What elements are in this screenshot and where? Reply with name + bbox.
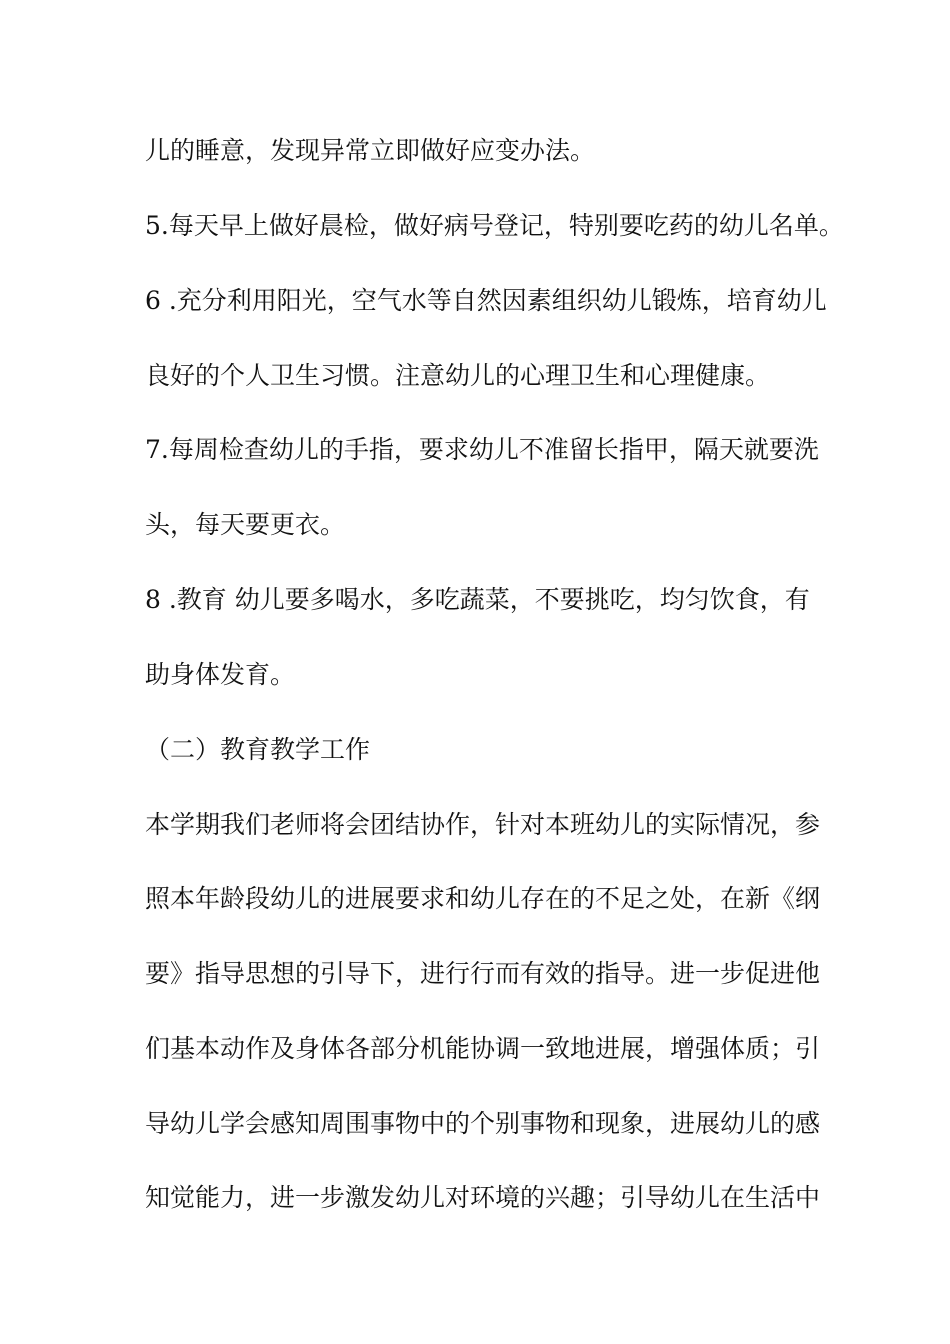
paragraph-line: 知觉能力，进一步激发幼儿对环境的兴趣；引导幼儿在生活中: [145, 1183, 821, 1212]
section-heading: （二）教育教学工作: [145, 735, 371, 764]
paragraph-line: 要》指导思想的引导下，进行行而有效的指导。进一步促进他: [145, 959, 821, 988]
paragraph-line: 5.每天早上做好晨检，做好病号登记，特别要吃药的幼儿名单。: [145, 211, 844, 240]
paragraph-line: 导幼儿学会感知周围事物中的个别事物和现象，进展幼儿的感: [145, 1109, 821, 1138]
paragraph-line: 良好的个人卫生习惯。注意幼儿的心理卫生和心理健康。: [145, 361, 771, 390]
paragraph-line: 6 .充分利用阳光，空气水等自然因素组织幼儿锻炼，培育幼儿: [145, 286, 827, 315]
paragraph-line: 头，每天要更衣。: [145, 510, 346, 539]
paragraph-line: 照本年龄段幼儿的进展要求和幼儿存在的不足之处，在新《纲: [145, 884, 821, 913]
paragraph-line: 7.每周检查幼儿的手指，要求幼儿不准留长指甲，隔天就要洗: [145, 435, 819, 464]
paragraph-line: 8 .教育 幼儿要多喝水，多吃蔬菜，不要挑吃，均匀饮食，有: [145, 585, 810, 614]
paragraph-line: 儿的睡意，发现异常立即做好应变办法。: [145, 136, 596, 165]
paragraph-line: 助身体发育。: [145, 660, 296, 689]
paragraph-line: 本学期我们老师将会团结协作，针对本班幼儿的实际情况，参: [145, 810, 821, 839]
paragraph-line: 们基本动作及身体各部分机能协调一致地进展，增强体质；引: [145, 1034, 821, 1063]
